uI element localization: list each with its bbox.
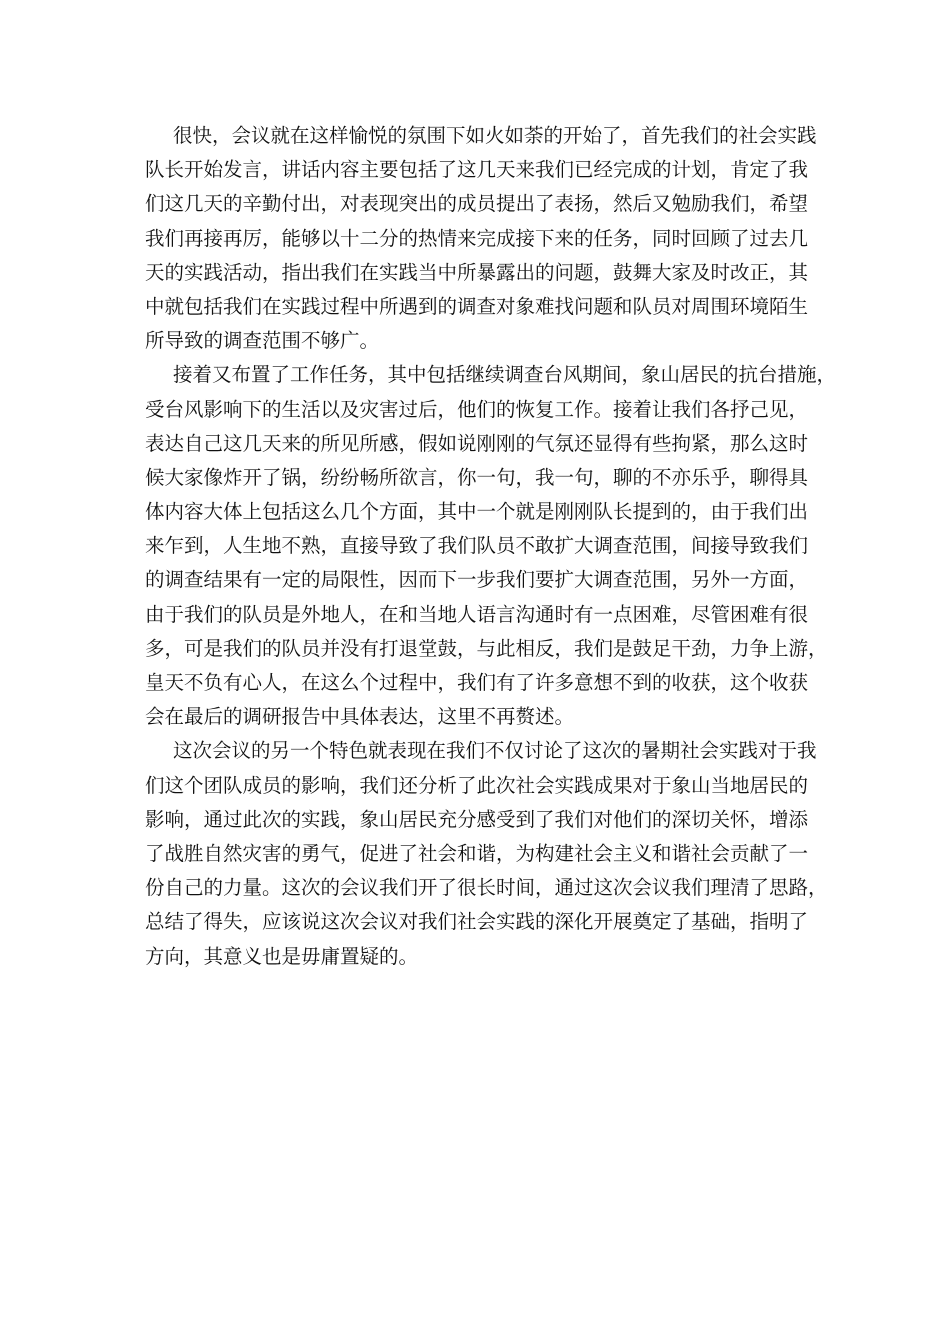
text-line: 接着又布置了工作任务，其中包括继续调查台风期间，象山居民的抗台措施，	[173, 363, 837, 387]
text-line: 会在最后的调研报告中具体表达，这里不再赘述。	[145, 705, 575, 729]
document-body	[145, 119, 837, 974]
text-line: 体内容大体上包括这么几个方面，其中一个就是刚刚队长提到的，由于我们出	[145, 500, 809, 524]
text-line: 总结了得失，应该说这次会议对我们社会实践的深化开展奠定了基础，指明了	[145, 910, 809, 934]
text-line: 来乍到，人生地不熟，直接导致了我们队员不敢扩大调查范围，间接导致我们	[145, 534, 809, 558]
text-line: 表达自己这几天来的所见所感，假如说刚刚的气氛还显得有些拘紧，那么这时	[145, 431, 809, 455]
text-line: 们这个团队成员的影响，我们还分析了此次社会实践成果对于象山当地居民的	[145, 773, 809, 797]
text-line: 了战胜自然灾害的勇气，促进了社会和谐，为构建社会主义和谐社会贡献了一	[145, 841, 809, 865]
text-line: 受台风影响下的生活以及灾害过后，他们的恢复工作。接着让我们各抒己见，	[145, 397, 809, 421]
text-line: 份自己的力量。这次的会议我们开了很长时间，通过这次会议我们理清了思路，	[145, 876, 828, 900]
text-line: 影响，通过此次的实践，象山居民充分感受到了我们对他们的深切关怀，增添	[145, 807, 809, 831]
text-line: 的调查结果有一定的局限性，因而下一步我们要扩大调查范围，另外一方面，	[145, 568, 809, 592]
text-line: 多，可是我们的队员并没有打退堂鼓，与此相反，我们是鼓足干劲，力争上游，	[145, 636, 828, 660]
paragraph-3	[145, 734, 828, 973]
text-line: 所导致的调查范围不够广。	[145, 329, 380, 353]
text-line: 很快，会议就在这样愉悦的氛围下如火如荼的开始了，首先我们的社会实践	[173, 124, 817, 147]
text-line: 由于我们的队员是外地人，在和当地人语言沟通时有一点困难，尽管困难有很	[145, 602, 809, 626]
text-line: 候大家像炸开了锅，纷纷畅所欲言，你一句，我一句，聊的不亦乐乎，聊得具	[145, 465, 809, 489]
paragraph-2	[145, 358, 837, 734]
text-line: 们这几天的辛勤付出，对表现突出的成员提出了表扬，然后又勉励我们，希望	[145, 192, 809, 216]
text-line: 中就包括我们在实践过程中所遇到的调查对象难找问题和队员对周围环境陌生	[145, 294, 809, 318]
text-line: 这次会议的另一个特色就表现在我们不仅讨论了这次的暑期社会实践对于我	[173, 739, 817, 763]
text-line: 方向，其意义也是毋庸置疑的。	[145, 944, 419, 968]
text-line: 天的实践活动，指出我们在实践当中所暴露出的问题，鼓舞大家及时改正，其	[145, 260, 809, 284]
text-line: 皇天不负有心人，在这么个过程中，我们有了许多意想不到的收获，这个收获	[145, 671, 809, 694]
paragraph-1	[145, 119, 825, 358]
text-line: 我们再接再厉，能够以十二分的热情来完成接下来的任务，同时回顾了过去几	[145, 226, 809, 250]
text-line: 队长开始发言，讲话内容主要包括了这几天来我们已经完成的计划，肯定了我	[145, 158, 809, 182]
